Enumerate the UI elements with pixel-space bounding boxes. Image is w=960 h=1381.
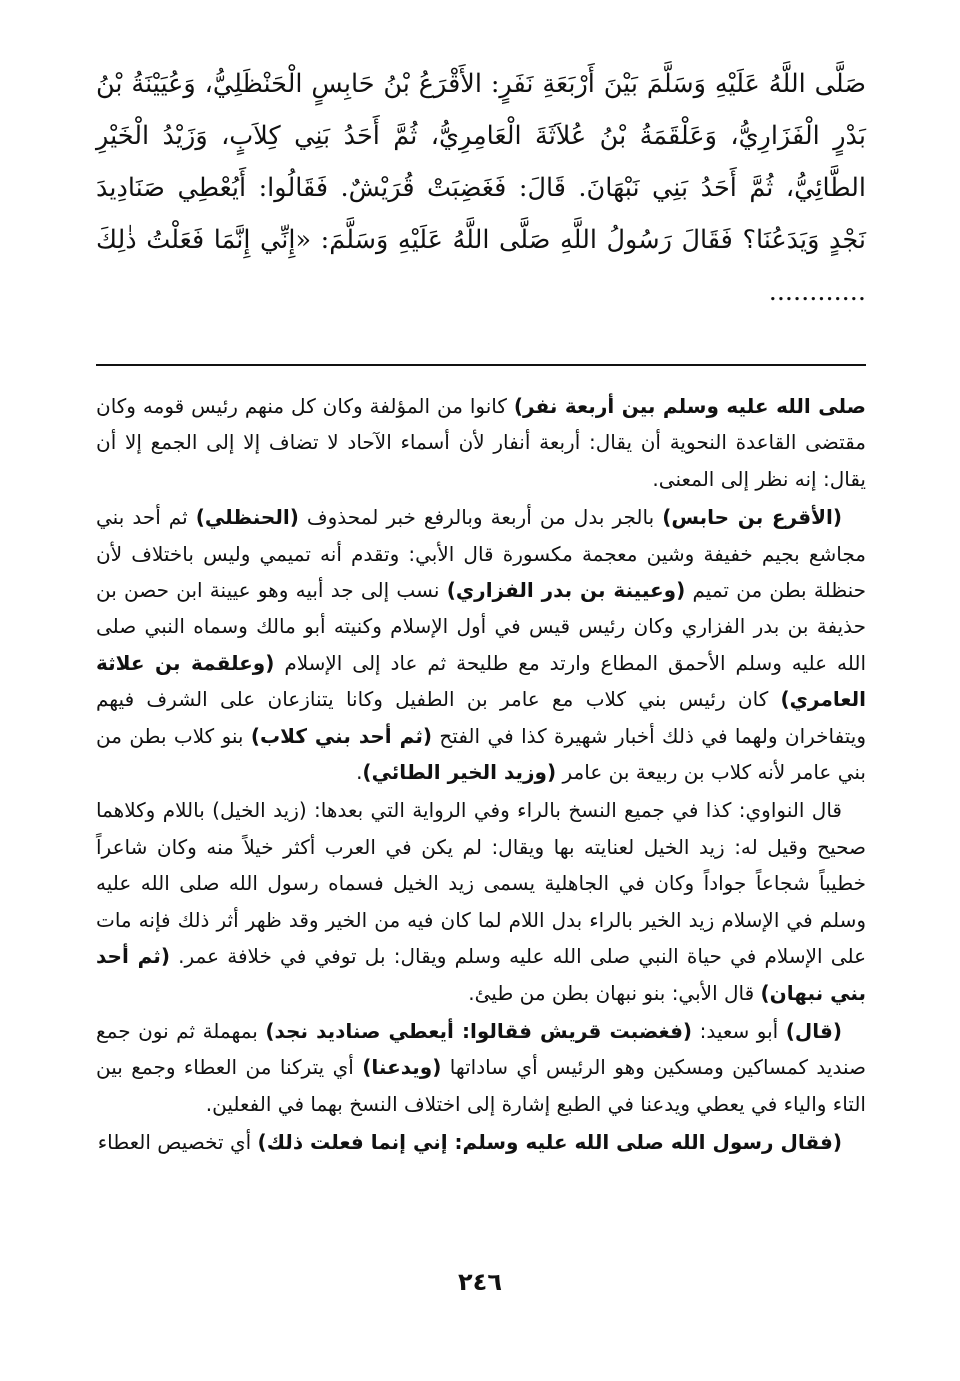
page-content [96,58,866,1163]
commentary-text: أي يتركنا من العطاء وجمع بين التاء والياء في يعطي ويدعنا في الطبع إشارة إلى اختلاف النسخ بهما في الفعلين. [96,1055,866,1116]
commentary-paragraph-4 [96,1013,866,1122]
commentary-heading: (ثم أحد بني نبهان) [96,944,866,1005]
commentary-text: بنو كلاب بطن من بني عامر لأنه كلاب بن ربيعة بن عامر [96,723,866,785]
commentary-text: ثم أحد بني مجاشع بجيم خفيفة وشين معجمة مكسورة قال الأبي: وتقدم أنه تميمي وليس باختلاف لأن حنظلة بطن من تميم [96,505,866,603]
commentary-paragraph-5 [96,1124,866,1160]
commentary-text: قال الأبي: بنو نبهان بطن من طيئ. [468,980,761,1005]
commentary-heading: (ثم أحد بني كلاب) [250,723,432,748]
page-number: ٢٤٦ [458,1268,502,1296]
commentary-text: كان رئيس بني كلاب مع عامر بن الطفيل وكانا يتنازعان على الشرف فيهم ويتفاخران ولهما في ذلك أخبار شهيرة كذا في الفتح [96,687,867,748]
commentary-text: كانوا من المؤلفة وكان كل منهم رئيس قومه وكان مقتضى القاعدة النحوية أن يقال: أربعة أنفار لأن أسماء الآحاد لا تضاف إلا إلى الجمع إلا أن يقال: إنه نظر إلى المعنى. [96,394,866,491]
commentary-heading: (فغضبت قريش فقالوا: أيعطي صناديد نجد) [265,1018,693,1043]
commentary-text: نسب إلى جد أبيه وهو عيينة ابن حصن بن حذيفة بن بدر الفزاري وكان رئيس قيس في أول الإسلام وكنيته أبو مالك وسماه النبي صلى الله عليه وسلم الأحمق المطاع وارتد مع طليحة ثم عاد إلى الإسلام [96,578,867,675]
commentary-text: بالجر بدل من أربعة وبالرفع خبر لمحذوف [298,505,663,530]
commentary-heading: (وعيينة بن بدر الفزاري) [446,578,686,603]
commentary-paragraph-3 [96,792,866,1010]
commentary-text: قال النواوي: كذا في جميع النسخ بالراء وفي الرواية التي بعدها: (زيد الخيل) باللام وكلاهما صحيح وقيل له: زيد الخيل لعنايته بها ويقال: لم يكن في العرب أكثر خيلاً منه وكان شاعراً خطيباً شجاعاً جواداً وكان في الجاهلية يسمى زيد الخيل فسماه رسول الله صلى الله عليه وسلم في الإسلام زيد الخير بالراء بدل اللام لما كان فيه من الخير وقد ظهر أثر ذلك فإنه مات على الإسلام في حياة النبي صلى الله عليه وسلم ويقال: بل توفي في خلافة عمر. [96,798,866,969]
commentary-text: أي تخصيص العطاء [97,1130,258,1155]
commentary-text: بمهملة ثم نون جمع صنديد كمساكين ومسكين وهو الرئيس أي ساداتها [96,1018,866,1080]
commentary-heading: (ويدعنا) [362,1055,442,1080]
commentary-heading: (الحنظلي) [195,505,299,530]
hadith-text: صَلَّى اللَّهُ عَلَيْهِ وَسَلَّمَ بَيْنَ أَرْبَعَةِ نَفَرٍ: الأَقْرَعُ بْنُ حَابِسٍ الْحَنْظَلِيُّ، وَعُيَيْنَةُ بْنُ بَدْرٍ الْفَزَارِيُّ، وَعَلْقَمَةُ بْنُ عُلاَثَةَ الْعَامِرِيُّ، ثُمَّ أَحَدُ بَنِي كِلاَبٍ، وَزَيْدُ الْخَيْرِ الطَّائِيُّ، ثُمَّ أَحَدُ بَنِي نَبْهَانَ. قَالَ: فَغَضِبَتْ قُرَيْشٌ. فَقَالُوا: أَيُعْطِي صَنَادِيدَ نَجْدٍ وَيَدَعُنَا؟ فَقَالَ رَسُولُ اللَّهِ صَلَّى اللَّهُ عَلَيْهِ وَسَلَّمَ: «إِنِّي إِنَّمَا فَعَلْتُ ذٰلِكَ ............ [96,69,866,307]
commentary-heading: صلى الله عليه وسلم بين أربعة نفر) [513,394,867,418]
commentary-heading: (وعلقمة بن علاثة العامري) [96,650,866,712]
commentary-heading: (وزيد الخير الطائي) [362,760,557,785]
commentary-text: أبو سعيد: [692,1018,786,1043]
commentary-heading: (قال) [785,1018,843,1043]
commentary-text: . [356,760,363,785]
footnote-divider [96,364,866,366]
commentary-heading: (الأقرع بن حابس) [662,505,842,530]
commentary-heading: (فقال رسول الله صلى الله عليه وسلم: إني إنما فعلت ذلك) [257,1130,842,1155]
commentary-paragraph-2 [96,499,866,790]
commentary-paragraph-1 [96,388,866,497]
commentary [96,388,866,1161]
